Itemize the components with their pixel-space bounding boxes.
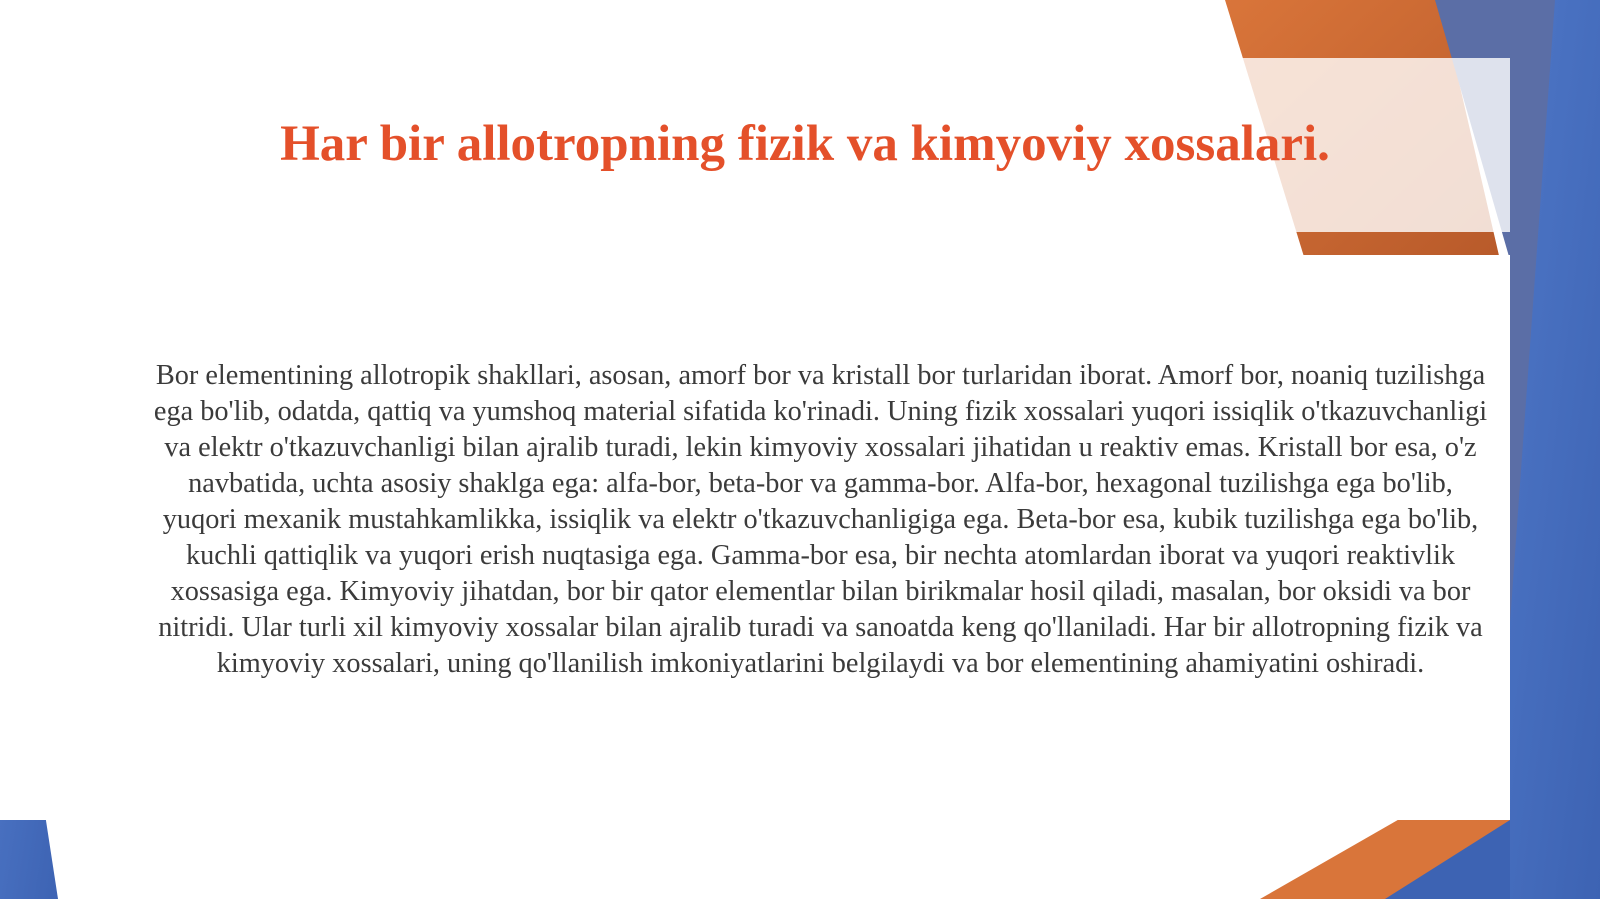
slide-title: Har bir allotropning fizik va kimyoviy xossalari. (280, 116, 1330, 172)
slide-body-text: Bor elementining allotropik shakllari, asosan, amorf bor va kristall bor turlaridan iborat. Amorf bor, noaniq tuzilishga ega bo'lib, odatda, qattiq va yumshoq material sifatida ko'rinadi. Uning fizik xossalari yuqori issiqlik o'tkazuvchanligi va elektr o'tkazuvchanligi bilan ajralib turadi, lekin kimyoviy xossalari jihatidan u reaktiv emas. Kristall bor esa, o'z navbatida, uchta asosiy shaklga ega: alfa-bor, beta-bor va gamma-bor. Alfa-bor, hexagonal tuzilishga ega bo'lib, yuqori mexanik mustahkamlikka, issiqlik va elektr o'tkazuvchanligiga ega. Beta-bor esa, kubik tuzilishga ega bo'lib, kuchli qattiqlik va yuqori erish nuqtasiga ega. Gamma-bor esa, bir nechta atomlardan iborat va yuqori reaktivlik xossasiga ega. Kimyoviy jihatdan, bor bir qator elementlar bilan birikmalar hosil qiladi, masalan, bor oksidi va bor nitridi. Ular turli xil kimyoviy xossalar bilan ajralib turadi va sanoatda keng qo'llaniladi. Har bir allotropning fizik va kimyoviy xossalari, uning qo'llanilish imkoniyatlarini belgilaydi va bor elementining ahamiyatini oshiradi. (153, 360, 1488, 679)
